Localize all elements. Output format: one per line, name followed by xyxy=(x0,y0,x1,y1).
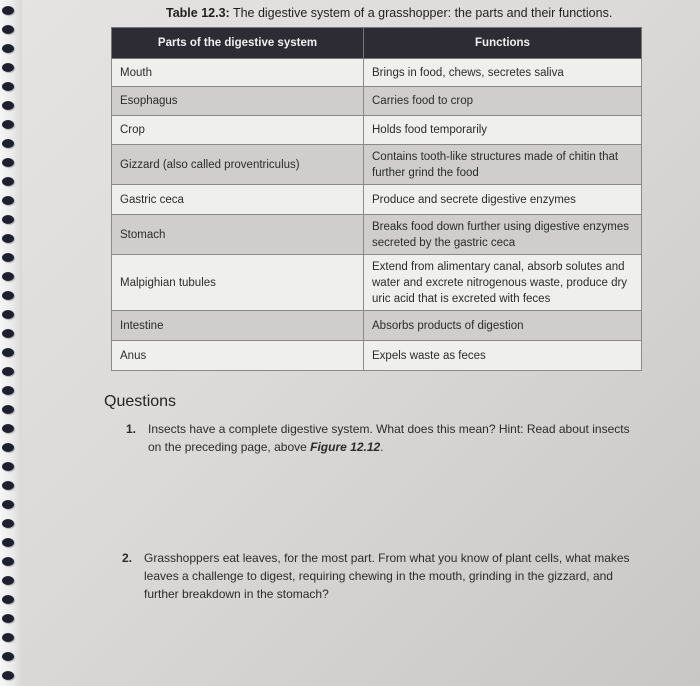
table-row xyxy=(112,87,642,116)
binding-ring xyxy=(2,177,14,186)
question-text xyxy=(148,420,646,456)
binding-ring xyxy=(2,310,14,319)
table-header-row xyxy=(112,28,642,59)
function-cell: Breaks food down further using digestive enzymes secreted by the gastric ceca xyxy=(364,215,642,255)
table-caption xyxy=(166,6,612,20)
binding-ring xyxy=(2,101,14,110)
figure-reference: Figure 12.12 xyxy=(310,440,381,454)
binding-ring xyxy=(2,652,14,661)
part-cell: Esophagus xyxy=(112,87,364,116)
binding-ring xyxy=(2,405,14,414)
table-row xyxy=(112,215,642,255)
question-text: Grasshoppers eat leaves, for the most part. From what you know of plant cells, what makes leaves a challenge to digest, requiring chewing in the mouth, grinding in the gizzard, and further breakdown in the stomach? xyxy=(144,551,630,601)
header-parts: Parts of the digestive system xyxy=(112,28,364,59)
part-cell: Crop xyxy=(112,116,364,145)
binding-ring xyxy=(2,139,14,148)
part-cell: Malpighian tubules xyxy=(112,255,364,311)
binding-ring xyxy=(2,120,14,129)
function-cell: Carries food to crop xyxy=(364,87,642,116)
question-number: 1. xyxy=(126,422,137,436)
part-cell: Gizzard (also called proventriculus) xyxy=(112,145,364,185)
binding-ring xyxy=(2,44,14,53)
binding-ring xyxy=(2,519,14,528)
binding-ring xyxy=(2,215,14,224)
binding-ring xyxy=(2,443,14,452)
binding-ring xyxy=(2,500,14,509)
table-caption-text: The digestive system of a grasshopper: the parts and their functions. xyxy=(232,6,613,20)
table-row xyxy=(112,185,642,215)
binding-ring xyxy=(2,234,14,243)
function-cell: Brings in food, chews, secretes saliva xyxy=(364,59,642,87)
function-cell: Holds food temporarily xyxy=(364,116,642,145)
function-cell: Extend from alimentary canal, absorb solutes and water and excrete nitrogenous waste, produce dry uric acid that is excreted with feces xyxy=(364,255,642,311)
binding-ring xyxy=(2,614,14,623)
questions-heading: Questions xyxy=(104,393,177,410)
digestive-system-table xyxy=(111,27,642,371)
table-row xyxy=(112,255,642,311)
part-cell: Gastric ceca xyxy=(112,185,364,215)
part-cell: Stomach xyxy=(112,215,364,255)
binding-ring xyxy=(2,158,14,167)
function-cell: Expels waste as feces xyxy=(364,341,642,371)
question-tail: . xyxy=(380,440,384,454)
part-cell: Mouth xyxy=(112,59,364,87)
binding-ring xyxy=(2,386,14,395)
question-1 xyxy=(126,420,646,456)
table-row xyxy=(112,311,642,341)
binding-ring xyxy=(2,25,14,34)
function-cell: Contains tooth-like structures made of chitin that further grind the food xyxy=(364,145,642,185)
binding-ring xyxy=(2,196,14,205)
function-cell: Produce and secrete digestive enzymes xyxy=(364,185,642,215)
question-body: Insects have a complete digestive system. What does this mean? Hint: Read about insects on the preceding page, above xyxy=(148,422,630,454)
binding-ring xyxy=(2,367,14,376)
table-row xyxy=(112,341,642,371)
header-functions: Functions xyxy=(364,28,642,59)
binding-ring xyxy=(2,671,14,680)
binding-ring xyxy=(2,63,14,72)
binding-ring xyxy=(2,272,14,281)
binding-ring xyxy=(2,82,14,91)
binding-ring xyxy=(2,462,14,471)
question-number: 2. xyxy=(122,551,133,565)
binding-ring xyxy=(2,538,14,547)
part-cell: Anus xyxy=(112,341,364,371)
binding-ring xyxy=(2,481,14,490)
spiral-binding xyxy=(0,0,22,686)
part-cell: Intestine xyxy=(112,311,364,341)
binding-ring xyxy=(2,576,14,585)
binding-ring xyxy=(2,291,14,300)
binding-ring xyxy=(2,348,14,357)
binding-ring xyxy=(2,253,14,262)
binding-ring xyxy=(2,633,14,642)
table-row xyxy=(112,145,642,185)
binding-ring xyxy=(2,557,14,566)
binding-ring xyxy=(2,329,14,338)
function-cell: Absorbs products of digestion xyxy=(364,311,642,341)
table-row xyxy=(112,59,642,87)
binding-ring xyxy=(2,6,14,15)
table-caption-label: Table 12.3: xyxy=(166,6,230,20)
binding-ring xyxy=(2,595,14,604)
question-2 xyxy=(122,549,644,603)
table-row xyxy=(112,116,642,145)
binding-ring xyxy=(2,424,14,433)
